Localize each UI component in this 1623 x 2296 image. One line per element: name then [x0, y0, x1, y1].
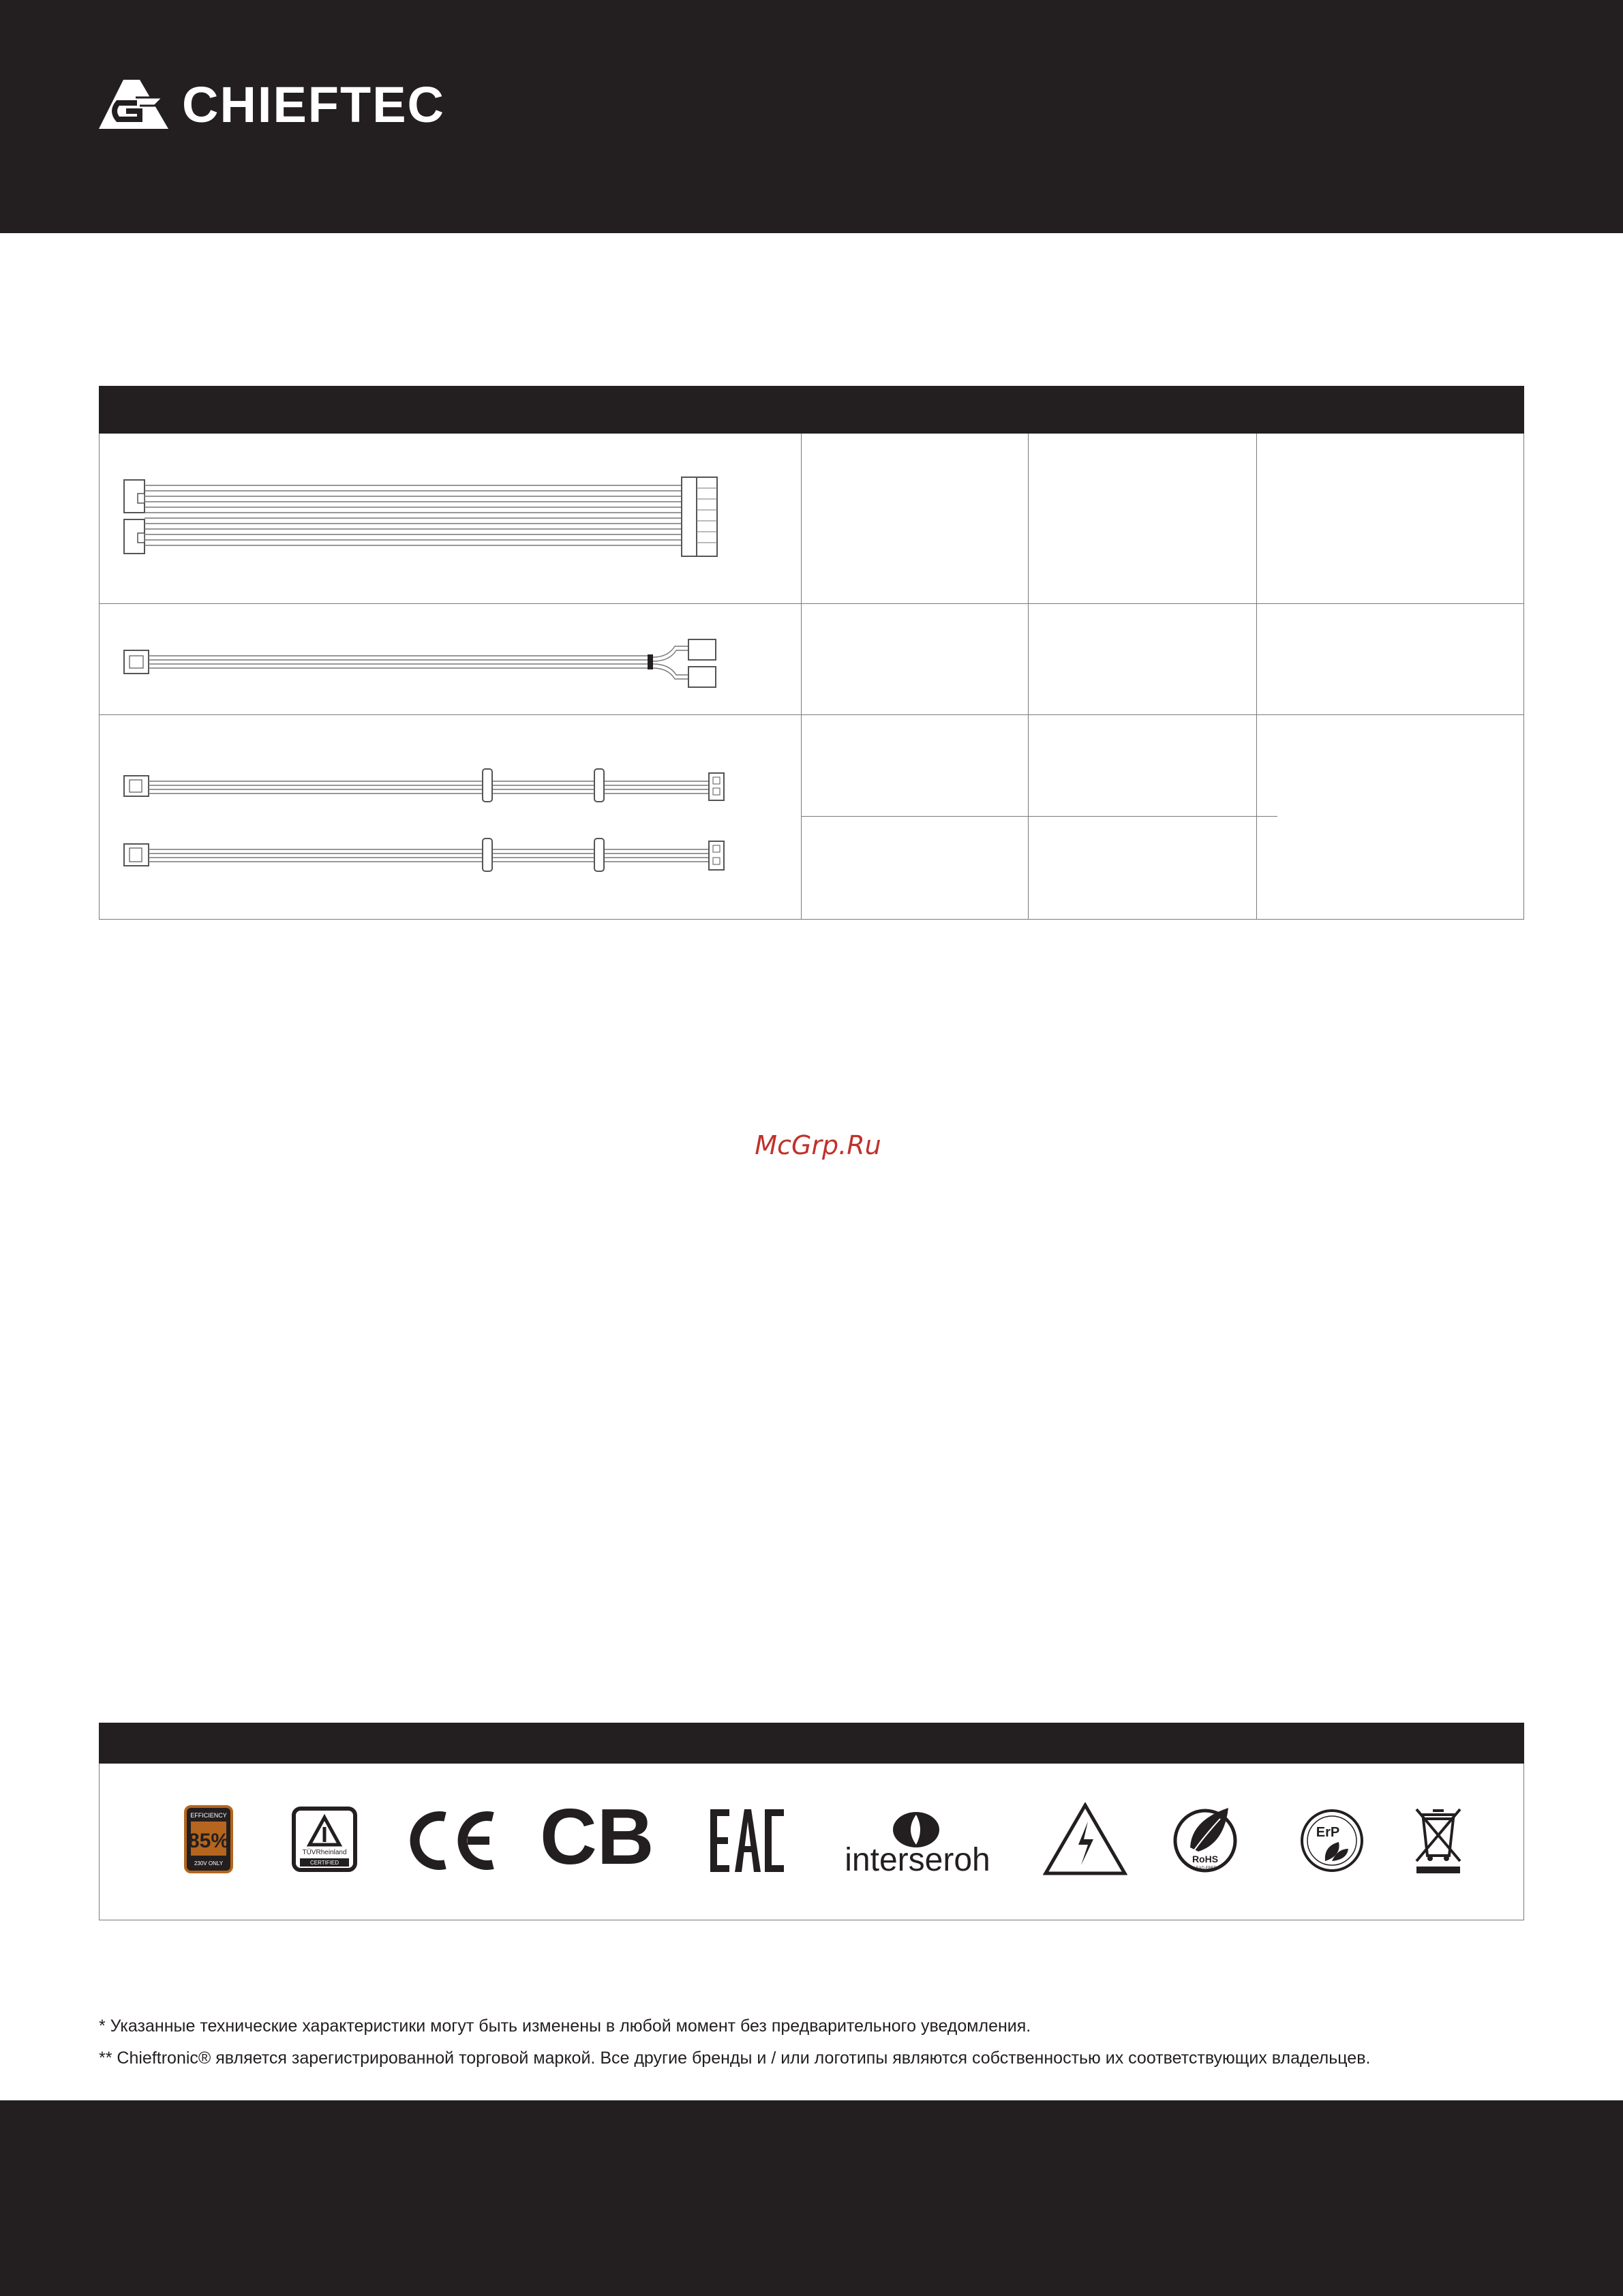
- eac-mark-icon: [709, 1808, 785, 1873]
- interseroh-label: interseroh: [845, 1842, 990, 1875]
- header-bar: [0, 0, 1623, 233]
- tuv-rheinland-icon: [292, 1807, 357, 1872]
- peripheral-cables-icon: [123, 762, 818, 885]
- weee-bin-icon: [1412, 1807, 1464, 1875]
- rohs-leaf-icon: [1171, 1802, 1239, 1876]
- row-divider: [801, 816, 1277, 817]
- cb-mark-icon: CB: [540, 1792, 654, 1881]
- cables-table: [99, 386, 1524, 920]
- efficiency-note: 230V ONLY: [194, 1860, 224, 1867]
- row-divider: [99, 603, 1524, 604]
- table-border: [99, 434, 100, 920]
- footnote-1: * Указанные технические характеристики могут быть изменены в любой момент без предварительного уведомления.: [99, 2016, 1031, 2036]
- ce-mark-icon: [408, 1810, 496, 1871]
- rohs-sub: LEAD FREE: [1194, 1867, 1217, 1871]
- footer-bar: [0, 2100, 1623, 2296]
- table-border: [1523, 434, 1524, 920]
- row-divider: [99, 714, 1524, 715]
- column-divider: [1256, 434, 1257, 920]
- column-divider: [1028, 434, 1029, 920]
- tuv-label: CERTIFIED: [309, 1860, 339, 1866]
- footnote-2: ** Chieftronic® является зарегистрированной торговой маркой. Все другие бренды и / или логотипы являются собственностью их соответствующих владельцев.: [99, 2049, 1371, 2068]
- high-voltage-icon: [1043, 1802, 1127, 1876]
- brand-name: CHIEFTEC: [182, 76, 445, 133]
- atx-24pin-cable-icon: [123, 474, 818, 563]
- certifications-header: [99, 1723, 1524, 1764]
- efficiency-label: EFFICIENCY: [190, 1812, 227, 1819]
- cables-table-header: [99, 386, 1524, 434]
- rohs-label: RoHS: [1192, 1854, 1219, 1864]
- watermark-text: McGrp.Ru: [755, 1130, 881, 1160]
- molex-cable: [124, 839, 724, 871]
- erp-label: ErP: [1316, 1825, 1340, 1840]
- tuv-brand: TÜVRheinland: [302, 1849, 347, 1856]
- pcie-cable-icon: [123, 637, 818, 691]
- sata-cable: [124, 769, 724, 802]
- brand-logo: [97, 74, 452, 135]
- chieftec-logo-icon: [97, 77, 172, 132]
- table-border: [99, 919, 1524, 920]
- erp-icon: [1298, 1807, 1366, 1875]
- interseroh-icon: [829, 1809, 1006, 1875]
- efficiency-85-icon: [184, 1805, 233, 1873]
- efficiency-value: 85%: [187, 1830, 230, 1852]
